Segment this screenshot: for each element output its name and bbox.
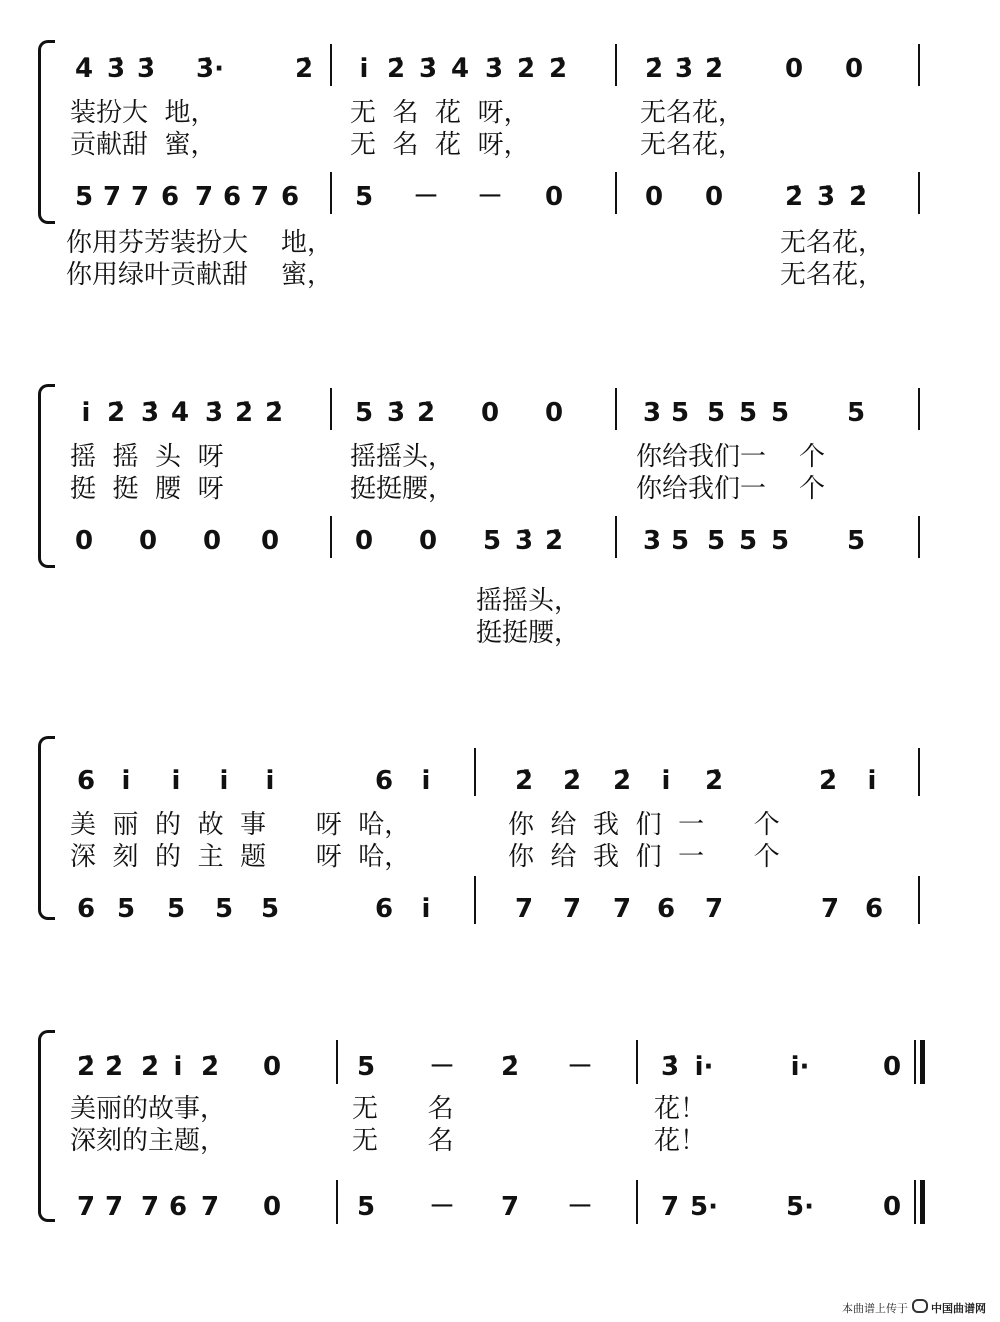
note: 7 <box>76 1192 96 1222</box>
lyric-verse-2: 挺 挺 腰 呀 <box>70 474 224 504</box>
note: 3̇· <box>196 54 224 84</box>
note: 5 <box>770 398 790 428</box>
upper-voice <box>0 54 1000 94</box>
note: i̇ <box>661 766 671 796</box>
note: i̇ <box>421 894 431 924</box>
lyric-verse-1: 花！ <box>654 1094 707 1124</box>
note: 6 <box>280 182 300 212</box>
note: 0 <box>418 526 438 556</box>
note: 6 <box>374 894 394 924</box>
lyric-verse-3: 你用芬芳装扮大 地， <box>66 228 334 258</box>
note: 5 <box>356 1192 376 1222</box>
note: 5 <box>846 398 866 428</box>
note: 2̇ <box>644 54 664 84</box>
note: 2̇ <box>818 766 838 796</box>
note: 0 <box>262 1192 282 1222</box>
note: i̇· <box>694 1052 714 1082</box>
lyric-verse-2: 你 给 我 们 一 个 <box>508 842 780 872</box>
note: 3̇ <box>136 54 156 84</box>
note: 4̇ <box>450 54 470 84</box>
lyric-verse-1: 装扮大 地， <box>70 98 217 128</box>
note: 4̇ <box>170 398 190 428</box>
note: － <box>428 1052 455 1082</box>
lyric-verse-2: 深刻的主题， <box>70 1126 227 1156</box>
note: 5 <box>738 398 758 428</box>
system-brace <box>38 736 55 920</box>
bar-line <box>615 388 617 430</box>
note: － <box>566 1052 593 1082</box>
bar-line <box>615 516 617 558</box>
note: i̇ <box>265 766 275 796</box>
note: 5 <box>354 182 374 212</box>
note: 3̇ <box>140 398 160 428</box>
lyric-verse-1: 无名花， <box>640 98 745 128</box>
note: i̇ <box>173 1052 183 1082</box>
note: 0 <box>138 526 158 556</box>
note: 5 <box>670 526 690 556</box>
note: 2̇ <box>514 766 534 796</box>
lyric-verse-1: 摇 摇 头 呀 <box>70 442 224 472</box>
bar-line <box>918 388 920 430</box>
note: 2̇ <box>294 54 314 84</box>
note: 7 <box>194 182 214 212</box>
note: i̇ <box>867 766 877 796</box>
bar-line <box>474 876 476 924</box>
note: 7 <box>130 182 150 212</box>
footer-credit <box>842 1299 986 1316</box>
lyric-verse-1: 无 名 花 呀， <box>350 98 530 128</box>
score-system-1 <box>0 30 1000 290</box>
lyric-verse-2: 无 名 花 呀， <box>350 130 530 160</box>
note: i̇ <box>171 766 181 796</box>
note: 7 <box>514 894 534 924</box>
footer-site-name[interactable]: 中国曲谱网 <box>931 1302 986 1315</box>
bar-line <box>918 44 920 86</box>
note: 2̇ <box>548 54 568 84</box>
end-bar-line-thick <box>920 1040 925 1084</box>
note: 7 <box>250 182 270 212</box>
note: 3 <box>642 398 662 428</box>
note: 5 <box>670 398 690 428</box>
bar-line <box>330 172 332 214</box>
note: 2̇ <box>140 1052 160 1082</box>
bar-line <box>918 516 920 558</box>
lyric-verse-4: 无名花， <box>780 260 885 290</box>
note: － <box>428 1192 455 1222</box>
lyric-verse-1: 你 给 我 们 一 个 <box>508 810 780 840</box>
note: 2̇ <box>704 766 724 796</box>
note: 0 <box>882 1052 902 1082</box>
lyric-verse-2: 花！ <box>654 1126 707 1156</box>
lyric-verse-3: 摇摇头， <box>476 586 581 616</box>
note: 3̇ <box>386 398 406 428</box>
note: 3̇ <box>418 54 438 84</box>
bar-line <box>615 44 617 86</box>
bar-line <box>636 1040 638 1084</box>
lyric-verse-4: 你用绿叶贡献甜 蜜， <box>66 260 334 290</box>
note: － <box>476 182 503 212</box>
note: 5 <box>706 398 726 428</box>
note: 3̇ <box>660 1052 680 1082</box>
upper-voice <box>0 398 1000 438</box>
lower-voice <box>0 894 1000 934</box>
note: 2̇ <box>612 766 632 796</box>
note: 2̇ <box>106 398 126 428</box>
note: 2̇ <box>704 54 724 84</box>
note: i̇ <box>121 766 131 796</box>
note: 7 <box>820 894 840 924</box>
score-system-3 <box>0 726 1000 946</box>
footer-uploaded-text: 本曲谱上传于 <box>842 1302 908 1315</box>
site-logo-icon <box>912 1299 928 1313</box>
note: 0 <box>480 398 500 428</box>
note: 2̇ <box>386 54 406 84</box>
note: 4̇ <box>74 54 94 84</box>
note: 6 <box>76 894 96 924</box>
upper-voice <box>0 1052 1000 1092</box>
note: 5 <box>116 894 136 924</box>
note: 2̇ <box>562 766 582 796</box>
note: 2̇ <box>264 398 284 428</box>
end-bar-line <box>914 1180 916 1224</box>
bar-line <box>336 1180 338 1224</box>
note: 6 <box>656 894 676 924</box>
note: 0 <box>784 54 804 84</box>
note: 5 <box>482 526 502 556</box>
lyric-verse-1: 美丽的故事， <box>70 1094 227 1124</box>
lyric-verse-3: 无名花， <box>780 228 885 258</box>
note: 7 <box>200 1192 220 1222</box>
lyric-verse-1: 你给我们一 个 <box>636 442 826 472</box>
note: 7 <box>500 1192 520 1222</box>
note: 5 <box>166 894 186 924</box>
end-bar-line-thick <box>920 1180 925 1224</box>
lyric-verse-2: 你给我们一 个 <box>636 474 826 504</box>
note: 5 <box>846 526 866 556</box>
note: 0 <box>882 1192 902 1222</box>
note: 2̇ <box>500 1052 520 1082</box>
note: i̇ <box>421 766 431 796</box>
note: i̇ <box>219 766 229 796</box>
note: 0 <box>844 54 864 84</box>
note: 2̇ <box>200 1052 220 1082</box>
note: i̇ <box>359 54 369 84</box>
note: 2̇ <box>234 398 254 428</box>
note: 0 <box>544 398 564 428</box>
note: － <box>566 1192 593 1222</box>
note: 0 <box>74 526 94 556</box>
note: 3̇ <box>106 54 126 84</box>
note: 6 <box>160 182 180 212</box>
note: 7 <box>704 894 724 924</box>
note: 3̇ <box>484 54 504 84</box>
note: i̇ <box>81 398 91 428</box>
note: 7 <box>660 1192 680 1222</box>
note: 2̇ <box>76 1052 96 1082</box>
note: 2̇ <box>784 182 804 212</box>
note: 5 <box>706 526 726 556</box>
note: 7 <box>562 894 582 924</box>
note: 6 <box>76 766 96 796</box>
note: 5 <box>74 182 94 212</box>
note: 6 <box>168 1192 188 1222</box>
note: 0 <box>704 182 724 212</box>
note: 0 <box>544 182 564 212</box>
note: 2̇ <box>104 1052 124 1082</box>
score-system-2 <box>0 370 1000 650</box>
lyric-verse-1: 无 名 <box>352 1094 454 1124</box>
note: 5 <box>260 894 280 924</box>
note: 2̇ <box>848 182 868 212</box>
bar-line <box>330 388 332 430</box>
note: 7 <box>102 182 122 212</box>
bar-line <box>918 876 920 924</box>
lyric-verse-2: 贡献甜 蜜， <box>70 130 217 160</box>
upper-voice <box>0 766 1000 806</box>
note: 7 <box>140 1192 160 1222</box>
note: 3̇ <box>674 54 694 84</box>
bar-line <box>615 172 617 214</box>
note: 2̇ <box>516 54 536 84</box>
note: 2̇ <box>544 526 564 556</box>
note: 0 <box>262 1052 282 1082</box>
note: 5· <box>786 1192 814 1222</box>
lower-voice <box>0 182 1000 222</box>
bar-line <box>636 1180 638 1224</box>
note: 5· <box>690 1192 718 1222</box>
note: 6 <box>864 894 884 924</box>
lower-voice <box>0 1192 1000 1232</box>
note: 0 <box>202 526 222 556</box>
note: 5 <box>770 526 790 556</box>
bar-line <box>330 516 332 558</box>
note: 5 <box>356 1052 376 1082</box>
note: 0 <box>354 526 374 556</box>
lyric-verse-2: 无名花， <box>640 130 745 160</box>
note: 2̇ <box>416 398 436 428</box>
note: － <box>412 182 439 212</box>
note: i̇· <box>790 1052 810 1082</box>
note: 3̇ <box>816 182 836 212</box>
lyric-verse-1: 摇摇头， <box>350 442 455 472</box>
bar-line <box>330 44 332 86</box>
note: 5 <box>354 398 374 428</box>
note: 3̇ <box>514 526 534 556</box>
bar-line <box>336 1040 338 1084</box>
note: 3 <box>642 526 662 556</box>
note: 6 <box>222 182 242 212</box>
note: 7 <box>612 894 632 924</box>
end-bar-line <box>914 1040 916 1084</box>
lyric-verse-2: 无 名 <box>352 1126 454 1156</box>
lyric-verse-4: 挺挺腰， <box>476 618 581 648</box>
lyric-verse-2: 挺挺腰， <box>350 474 455 504</box>
bar-line <box>918 172 920 214</box>
note: 5 <box>214 894 234 924</box>
note: 0 <box>644 182 664 212</box>
score-system-4 <box>0 1020 1000 1240</box>
note: 5 <box>738 526 758 556</box>
note: 7 <box>104 1192 124 1222</box>
bar-line <box>918 748 920 796</box>
lyric-verse-1: 美 丽 的 故 事 呀 哈， <box>70 810 411 840</box>
note: 0 <box>260 526 280 556</box>
lyric-verse-2: 深 刻 的 主 题 呀 哈， <box>70 842 411 872</box>
note: 3̇ <box>204 398 224 428</box>
note: 6 <box>374 766 394 796</box>
lower-voice <box>0 526 1000 566</box>
bar-line <box>474 748 476 796</box>
